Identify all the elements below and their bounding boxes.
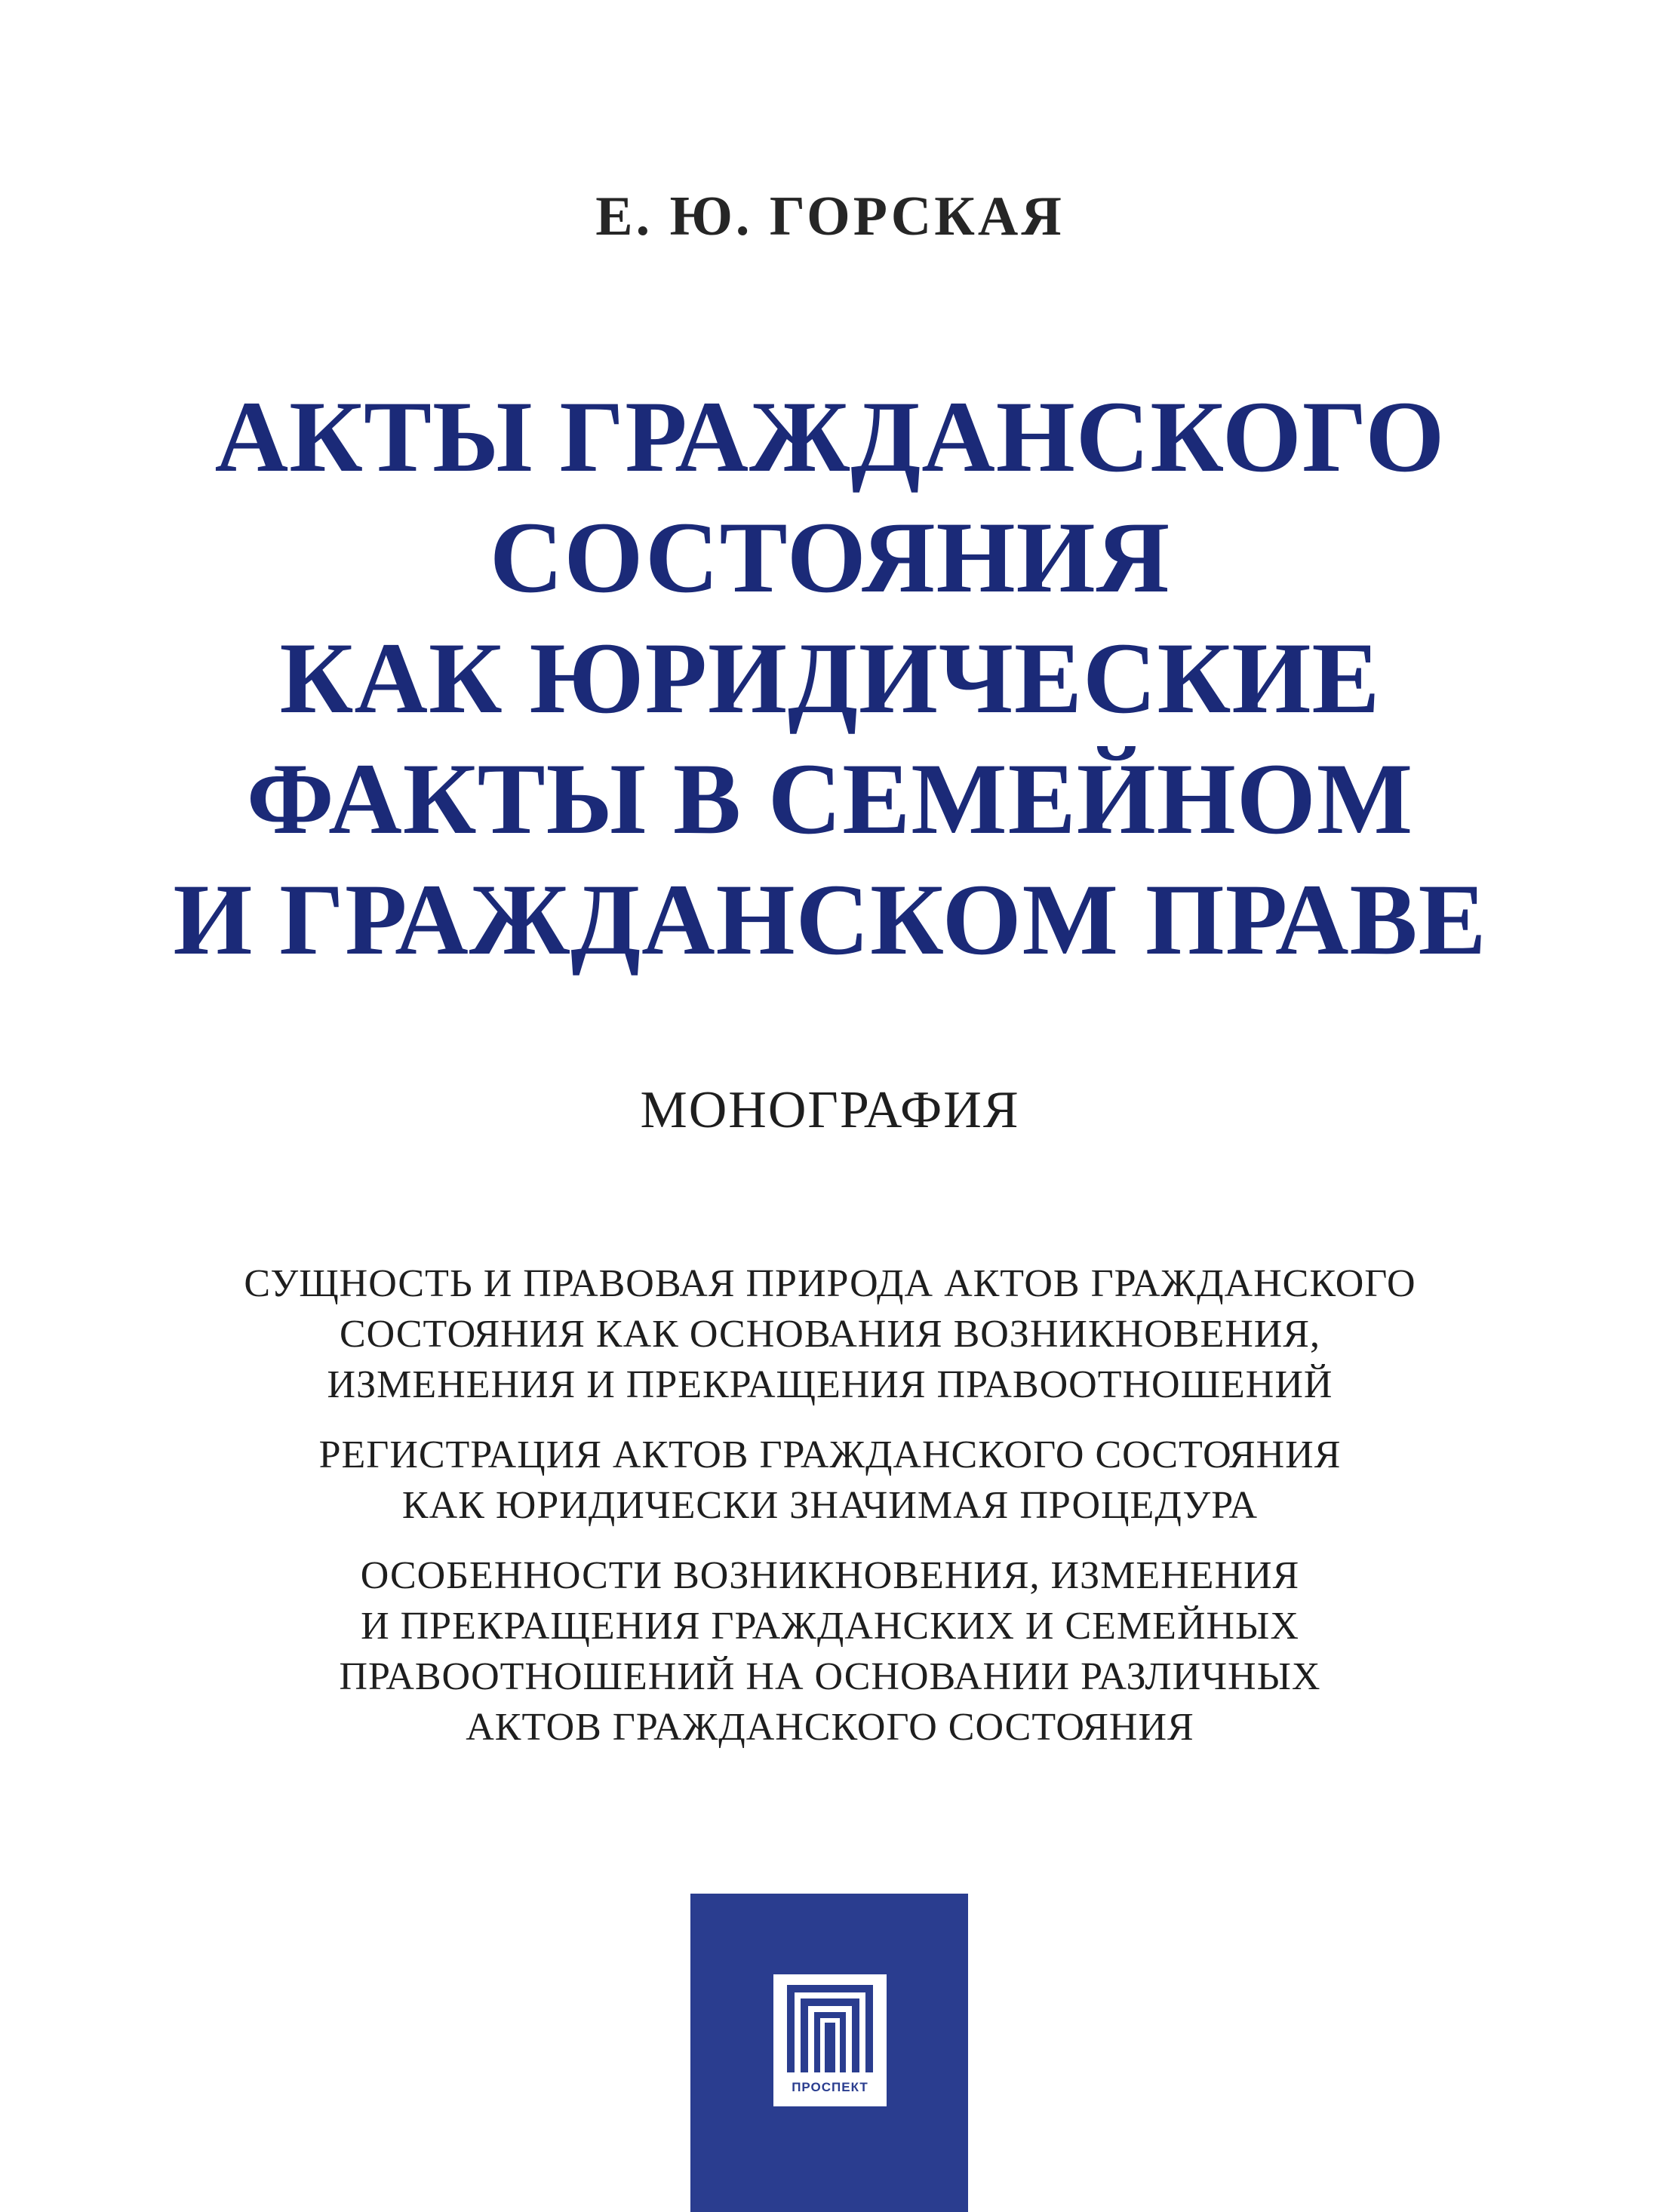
publisher-name: ПРОСПЕКТ [792, 2080, 868, 2094]
topic-line: СОСТОЯНИЯ КАК ОСНОВАНИЯ ВОЗНИКНОВЕНИЯ, [340, 1313, 1320, 1356]
publisher-block [690, 1894, 968, 2212]
topic-item [0, 1258, 1660, 1410]
topic-line: РЕГИСТРАЦИЯ АКТОВ ГРАЖДАНСКОГО СОСТОЯНИЯ [318, 1433, 1342, 1476]
topic-line: ПРАВООТНОШЕНИЙ НА ОСНОВАНИИ РАЗЛИЧНЫХ [339, 1655, 1321, 1698]
title-line: ФАКТЫ В СЕМЕЙНОМ [246, 743, 1414, 856]
title-line: АКТЫ ГРАЖДАНСКОГО [214, 381, 1446, 493]
title-line: КАК ЮРИДИЧЕСКИЕ [279, 622, 1381, 735]
author-name: Е. Ю. ГОРСКАЯ [595, 186, 1065, 247]
topic-line: АКТОВ ГРАЖДАНСКОГО СОСТОЯНИЯ [466, 1706, 1194, 1749]
topics-list [0, 1258, 1660, 1772]
publisher-logo [773, 1974, 887, 2106]
title-line: СОСТОЯНИЯ [489, 502, 1171, 614]
topic-line: КАК ЮРИДИЧЕСКИ ЗНАЧИМАЯ ПРОЦЕДУРА [401, 1484, 1259, 1527]
topic-line: И ПРЕКРАЩЕНИЯ ГРАЖДАНСКИХ И СЕМЕЙНЫХ [361, 1605, 1299, 1648]
topic-line: СУЩНОСТЬ И ПРАВОВАЯ ПРИРОДА АКТОВ ГРАЖДАНСКОГО [244, 1262, 1416, 1305]
topic-line: ОСОБЕННОСТИ ВОЗНИКНОВЕНИЯ, ИЗМЕНЕНИЯ [360, 1554, 1300, 1597]
book-genre: МОНОГРАФИЯ [640, 1081, 1020, 1139]
title-line: И ГРАЖДАНСКОМ ПРАВЕ [173, 864, 1487, 976]
book-title [0, 377, 1660, 981]
topic-item [0, 1550, 1660, 1753]
topic-line: ИЗМЕНЕНИЯ И ПРЕКРАЩЕНИЯ ПРАВООТНОШЕНИЙ [327, 1363, 1333, 1406]
topic-item [0, 1430, 1660, 1531]
